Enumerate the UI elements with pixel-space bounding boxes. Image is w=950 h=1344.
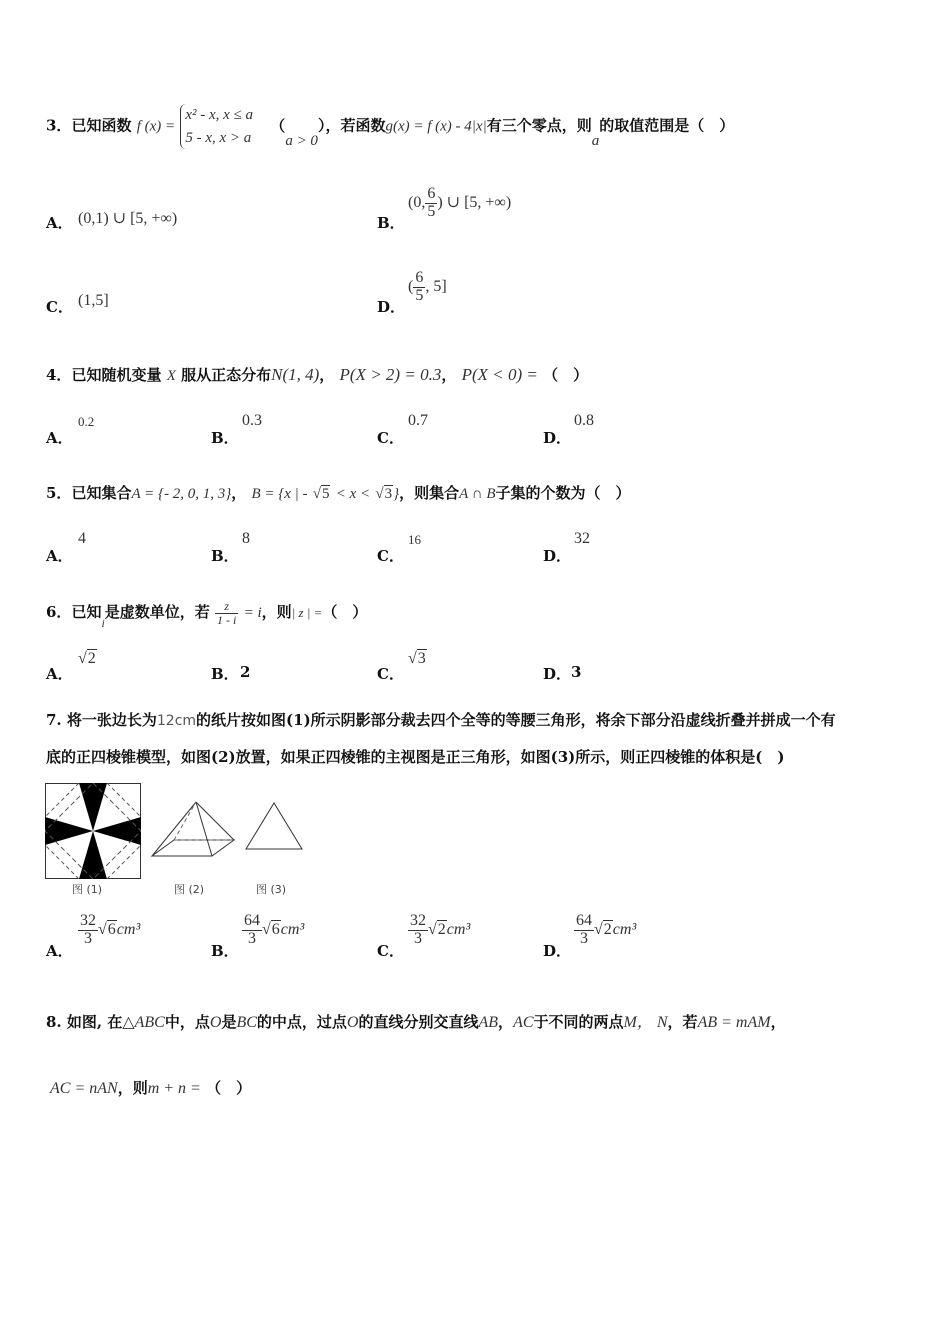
q6-option-d-value: 3 <box>571 663 582 681</box>
q7-figure-1 <box>45 783 141 879</box>
q5-text-3: 子集的个数为（ ） <box>495 484 631 502</box>
q7-c-num: 32 <box>410 912 426 929</box>
q6-fraction <box>215 600 238 626</box>
q8-eq-1: AB = mAM <box>697 1014 771 1031</box>
q3-d-fraction <box>413 270 425 305</box>
question-8-line-1 <box>46 1009 786 1032</box>
q6-option-c-label: C． <box>377 665 404 683</box>
q3-case-2: 5 - x, x > a <box>185 129 252 146</box>
q7-c-unit: cm³ <box>446 920 471 938</box>
question-number: 5． <box>46 484 72 502</box>
q5-option-d-value: 32 <box>574 530 590 547</box>
q4-p2: P(X < 0) = <box>461 365 538 384</box>
q7-b-radicand: 6 <box>271 920 280 938</box>
q3-option-a-value: (0,1) ∪ [5, +∞) <box>78 210 178 227</box>
q6-i: i <box>101 616 105 631</box>
q6-option-d-label: D． <box>543 665 572 683</box>
q7-b-unit: cm³ <box>280 920 305 938</box>
question-3 <box>46 104 734 149</box>
q7-text-1: 7. 将一张边长为 <box>46 711 157 729</box>
q8-o-2: O <box>346 1014 359 1031</box>
q5-option-c-value: 16 <box>408 532 421 547</box>
q5-text-1: 已知集合 <box>71 484 132 502</box>
question-8-line-2 <box>50 1077 251 1098</box>
q7-option-b-label: B． <box>211 942 239 960</box>
question-4 <box>46 364 588 385</box>
q4-x: X <box>166 368 176 384</box>
q7-option-b-value: $\frac{64}{3}$ √6cm³ <box>244 912 305 947</box>
question-number: 6． <box>46 603 72 622</box>
q8-sum: m + n = <box>147 1080 201 1097</box>
question-7-line-2 <box>46 746 784 767</box>
q7-b-num: 64 <box>244 912 260 929</box>
q4-option-c-label: C． <box>377 429 404 447</box>
q6-option-a-label: A． <box>46 665 73 683</box>
q8-text-1: 8. 如图, 在 <box>46 1013 123 1031</box>
q7-figure-3-caption: 图 (3) <box>256 883 287 896</box>
q4-option-b-label: B． <box>211 429 239 447</box>
q6-text-2: 是虚数单位，若 <box>104 603 210 622</box>
q5-set-b-post: } <box>393 486 400 502</box>
q4-option-d-value: 0.8 <box>574 412 594 429</box>
q4-text-3: （ ） <box>543 366 589 384</box>
q3-a: a <box>591 132 600 149</box>
q6-abs-z: | z | = <box>291 605 323 621</box>
q6-option-a-value: √2 <box>78 650 96 667</box>
q7-figure-3 <box>243 800 305 852</box>
q7-figure-1-caption: 图 (1) <box>72 883 103 896</box>
q7-text-3: 底的正四棱锥模型，如图(2)放置，如果正四棱锥的主视图是正三角形，如图(3)所示，则正四棱锥的体积是( ) <box>46 748 785 766</box>
q3-text-1: 已知函数 <box>71 116 132 135</box>
q6-c-radicand: 3 <box>417 650 426 667</box>
q4-option-b-value: 0.3 <box>242 412 262 429</box>
q8-triangle: △ABC <box>122 1014 165 1031</box>
q3-d-post: , 5] <box>425 277 447 295</box>
q8-text-3: 是 <box>221 1013 237 1031</box>
q4-option-a-value: 0.2 <box>78 414 95 429</box>
q5-option-a-label: A． <box>46 547 73 565</box>
q6-a-radicand: 2 <box>87 650 96 667</box>
q5-option-d-label: D． <box>543 547 572 565</box>
q5-intersection: A ∩ B <box>459 486 496 502</box>
q3-gx: g(x) = f (x) - 4|x| <box>385 118 487 135</box>
q4-text-2: 服从正态分布 <box>181 366 272 384</box>
q8-mn: M， N <box>623 1014 668 1031</box>
q5-middle: < x < <box>335 486 371 502</box>
q4-option-a-label: A． <box>46 429 73 447</box>
q3-b-num: 6 <box>427 185 436 202</box>
q8-eq-2: AC = nAN <box>50 1080 118 1097</box>
q6-text-4: （ ） <box>322 603 368 622</box>
q7-c-radicand: 2 <box>437 920 446 938</box>
q8-text-2: 中，点 <box>164 1013 210 1031</box>
q7-unit: 12cm <box>156 713 197 729</box>
q7-a-radicand: 6 <box>107 920 116 938</box>
q7-d-den: 3 <box>580 929 588 947</box>
q3-d-pre: ( <box>408 277 414 295</box>
q8-text-7: ，若 <box>667 1013 698 1031</box>
q6-denominator: 1 - i <box>217 612 237 627</box>
q3-option-c-value: (1,5] <box>78 292 109 309</box>
q3-b-fraction <box>425 186 437 221</box>
q7-option-a-label: A． <box>46 942 73 960</box>
q7-b-den: 3 <box>248 929 256 947</box>
q3-option-a-label: A． <box>46 214 73 232</box>
q3-text-2: 有三个零点，则 <box>486 116 592 135</box>
q5-set-a: A = {- 2, 0, 1, 3} <box>131 486 232 502</box>
q8-o: O <box>209 1014 222 1031</box>
q3-b-post: ) ∪ [5, +∞) <box>437 193 512 211</box>
q7-d-unit: cm³ <box>612 920 637 938</box>
question-number: 3． <box>46 116 72 135</box>
q4-option-c-value: 0.7 <box>408 412 428 429</box>
q7-a-den: 3 <box>84 929 92 947</box>
q4-comma-1: ， <box>319 366 335 384</box>
q3-b-den: 5 <box>427 202 436 220</box>
q8-text-6: 于不同的两点 <box>533 1013 624 1031</box>
q8-bc: BC <box>236 1014 257 1031</box>
q4-text-1: 已知随机变量 <box>71 366 162 384</box>
q8-text-9: （ ） <box>206 1079 252 1097</box>
q7-c-den: 3 <box>414 929 422 947</box>
q5-sqrt-3: √3 <box>375 486 393 502</box>
q3-b-pre: (0, <box>408 193 426 211</box>
q6-text-1: 已知 <box>71 603 102 622</box>
q8-text-8: ，则 <box>117 1079 148 1097</box>
q4-comma-2: ， <box>441 366 457 384</box>
q3-d-num: 6 <box>415 269 424 286</box>
question-number: 4． <box>46 366 72 384</box>
q5-option-b-label: B． <box>211 547 239 565</box>
q3-cond-open: （ <box>270 116 286 135</box>
q5-option-b-value: 8 <box>242 530 250 547</box>
q3-case-1: x² - x, x ≤ a <box>185 107 254 123</box>
q6-option-c-value: √3 <box>408 650 426 667</box>
q4-p1: P(X > 2) = 0.3 <box>339 365 442 384</box>
q6-equals-i: = i <box>243 605 262 622</box>
q3-d-den: 5 <box>415 286 424 304</box>
q6-numerator: z <box>215 600 238 614</box>
q4-distribution: N(1, 4) <box>271 365 320 384</box>
q8-text-5: 的直线分别交直线 <box>358 1013 479 1031</box>
q5-set-b-pre: B = {x | - <box>251 486 308 502</box>
q4-option-d-label: D． <box>543 429 572 447</box>
q3-fx: f (x) = <box>136 118 176 135</box>
q3-option-d-value <box>408 270 447 305</box>
q3-option-c-label: C． <box>46 298 73 316</box>
q7-option-a-value: $\frac{32}{3}$ √6cm³ <box>80 912 141 947</box>
q8-ac: AC <box>513 1014 534 1031</box>
q7-option-c-value: $\frac{32}{3}$ √2cm³ <box>410 912 471 947</box>
q7-figure-2-caption: 图 (2) <box>174 883 205 896</box>
q3-option-b-label: B． <box>377 214 405 232</box>
q6-option-b-label: B． <box>211 665 239 683</box>
q5-radicand-1: 5 <box>321 486 330 502</box>
q7-a-unit: cm³ <box>116 920 141 938</box>
question-6 <box>46 599 368 631</box>
q5-radicand-2: 3 <box>384 486 393 502</box>
q7-d-num: 64 <box>576 912 592 929</box>
q8-comma-2: ， <box>770 1013 786 1031</box>
q3-piecewise <box>180 104 253 149</box>
q5-option-c-label: C． <box>377 547 404 565</box>
q7-figure-2 <box>148 798 238 860</box>
q3-option-b-value <box>408 186 511 221</box>
q8-text-4: 的中点，过点 <box>256 1013 347 1031</box>
q7-a-num: 32 <box>80 912 96 929</box>
q3-text-3: 的取值范围是（ ） <box>599 116 735 135</box>
q5-sqrt-5: √5 <box>312 486 330 502</box>
question-5: 5．已知集合A = {- 2, 0, 1, 3}， B = {x | - √5 < x < √3}，则集合A ∩ B子集的个数为（ ） <box>46 484 631 502</box>
q8-comma-1: ， <box>498 1013 514 1031</box>
q8-ab: AB <box>478 1014 499 1031</box>
q5-text-2: ，则集合 <box>399 484 460 502</box>
q6-text-3: ，则 <box>261 603 292 622</box>
q7-option-d-value: $\frac{64}{3}$ √2cm³ <box>576 912 637 947</box>
q3-option-d-label: D． <box>377 298 406 316</box>
q7-option-c-label: C． <box>377 942 404 960</box>
q7-d-radicand: 2 <box>603 920 612 938</box>
q3-condition: a > 0 <box>285 132 318 149</box>
q7-option-d-label: D． <box>543 942 572 960</box>
q5-option-a-value: 4 <box>78 530 86 547</box>
question-7-line-1 <box>46 709 836 730</box>
q7-text-2: 的纸片按如图(1)所示阴影部分裁去四个全等的等腰三角形，将余下部分沿虚线折叠并拼成一个有 <box>196 711 836 729</box>
q3-cond-close: ），若函数 <box>317 116 386 135</box>
q6-option-b-value: 2 <box>240 663 251 681</box>
